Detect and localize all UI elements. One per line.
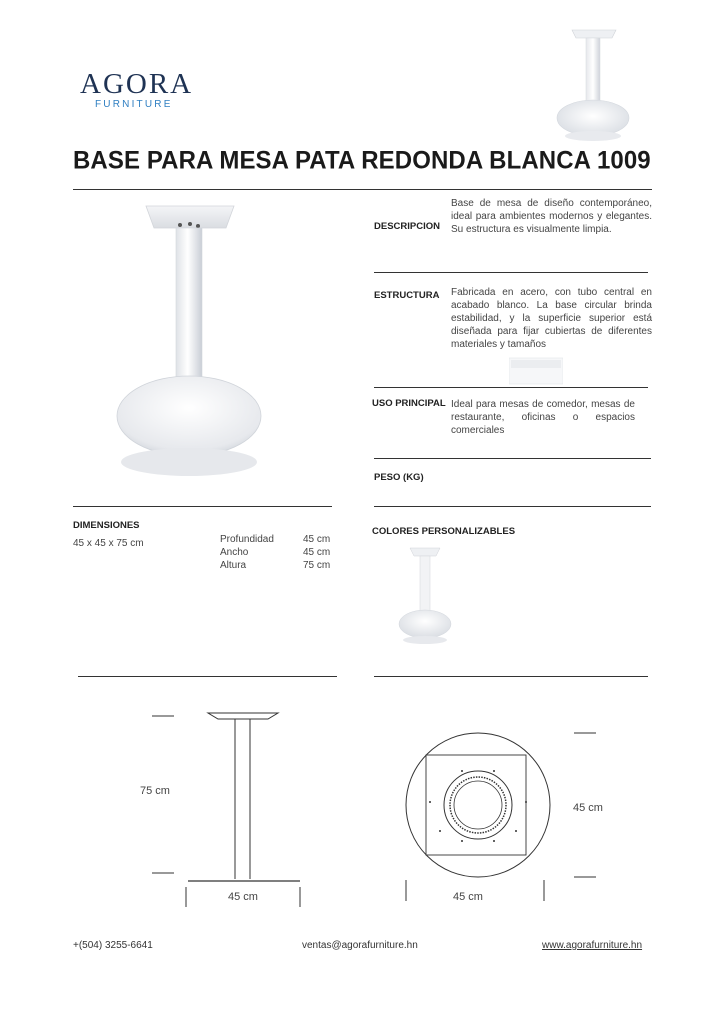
side-view-drawing xyxy=(140,705,310,910)
dimension-value-width: 45 cm xyxy=(303,547,331,558)
page-title: BASE PARA MESA PATA REDONDA BLANCA 1009 xyxy=(73,146,651,175)
top-view-drawing xyxy=(396,725,606,905)
dimension-name-depth: Profundidad xyxy=(220,534,274,545)
title-divider xyxy=(73,189,652,190)
footer-website-link[interactable]: www.agorafurniture.hn xyxy=(542,940,643,951)
color-swatch-image xyxy=(396,544,456,648)
uso-principal-text: Ideal para mesas de comedor, mesas de restaurante, oficinas o espacios comerciales xyxy=(451,399,635,436)
section-divider-left xyxy=(78,676,337,677)
spec-divider-3 xyxy=(374,458,651,459)
estructura-text: Fabricada en acero, con tubo central en acabado blanco. La base circular brinda estabilidad, y la superficie superior está diseñada para fijar cubiertas de diferentes materiales y tamaños xyxy=(451,287,652,350)
structure-detail-image xyxy=(509,356,563,386)
spec-divider-4 xyxy=(374,506,651,507)
uso-principal-label: USO PRINCIPAL xyxy=(372,398,446,409)
top-height-label: 45 cm xyxy=(573,802,603,814)
section-divider-right xyxy=(374,676,648,677)
dimension-name-height: Altura xyxy=(220,560,247,571)
descripcion-label: DESCRIPCION xyxy=(374,221,440,232)
colors-label: COLORES PERSONALIZABLES xyxy=(372,526,516,537)
dimension-value-height: 75 cm xyxy=(303,560,331,571)
peso-label: PESO (KG) xyxy=(374,472,424,483)
product-main-image xyxy=(110,200,280,485)
footer-phone: +(504) 3255-6641 xyxy=(73,940,153,951)
side-height-label: 75 cm xyxy=(140,785,170,797)
product-thumbnail-image xyxy=(548,22,644,146)
descripcion-text: Base de mesa de diseño contemporáneo, ideal para ambientes modernos y elegantes. Su estructura es visualmente limpia. xyxy=(451,198,652,235)
top-width-label: 45 cm xyxy=(453,891,483,903)
estructura-label: ESTRUCTURA xyxy=(374,290,440,301)
dimension-value-depth: 45 cm xyxy=(303,534,331,545)
footer-email[interactable]: ventas@agorafurniture.hn xyxy=(302,940,418,951)
spec-divider-2 xyxy=(374,387,648,388)
dimensions-summary: 45 x 45 x 75 cm xyxy=(73,538,144,549)
dimensions-divider xyxy=(73,506,332,507)
dimension-name-width: Ancho xyxy=(220,547,249,558)
spec-divider-1 xyxy=(374,272,648,273)
side-width-label: 45 cm xyxy=(228,891,258,903)
dimensions-label: DIMENSIONES xyxy=(73,520,140,531)
brand-logo: AGORA xyxy=(80,68,194,100)
brand-subtitle: FURNITURE xyxy=(95,99,173,110)
